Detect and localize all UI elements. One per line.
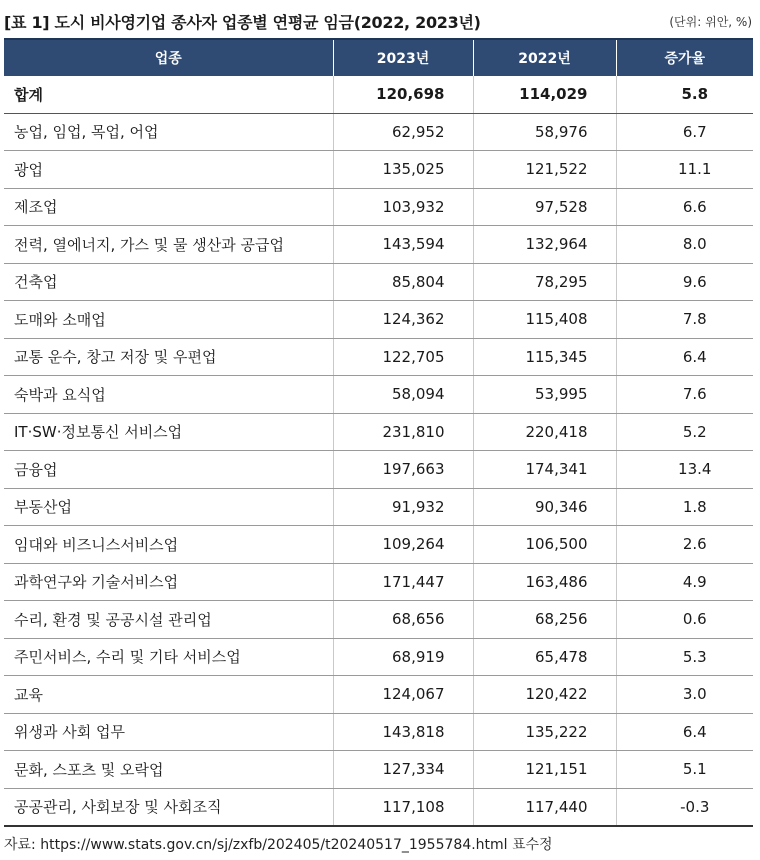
- growth-rate-cell: 3.0: [616, 676, 753, 714]
- value-2023-cell: 120,698: [333, 76, 473, 113]
- value-2023-cell: 103,932: [333, 188, 473, 226]
- table-body: [4, 76, 753, 826]
- industry-cell: 과학연구와 기술서비스업: [4, 563, 333, 601]
- value-2022-cell: 174,341: [473, 451, 616, 489]
- growth-rate-cell: 6.4: [616, 338, 753, 376]
- growth-rate-cell: 13.4: [616, 451, 753, 489]
- table-row: [4, 376, 753, 414]
- table-row: [4, 601, 753, 639]
- value-2022-cell: 135,222: [473, 713, 616, 751]
- value-2023-cell: 143,594: [333, 226, 473, 264]
- growth-rate-cell: 0.6: [616, 601, 753, 639]
- table-row: [4, 488, 753, 526]
- value-2022-cell: 120,422: [473, 676, 616, 714]
- value-2022-cell: 78,295: [473, 263, 616, 301]
- growth-rate-cell: 5.2: [616, 413, 753, 451]
- title-row: [4, 6, 756, 36]
- table-row: [4, 788, 753, 826]
- value-2022-cell: 121,151: [473, 751, 616, 789]
- industry-cell: 교통 운수, 창고 저장 및 우편업: [4, 338, 333, 376]
- growth-rate-cell: 11.1: [616, 151, 753, 189]
- value-2022-cell: 65,478: [473, 638, 616, 676]
- growth-rate-cell: 5.3: [616, 638, 753, 676]
- value-2023-cell: 124,067: [333, 676, 473, 714]
- industry-cell: 수리, 환경 및 공공시설 관리업: [4, 601, 333, 639]
- value-2023-cell: 91,932: [333, 488, 473, 526]
- value-2022-cell: 114,029: [473, 76, 616, 113]
- industry-cell: 공공관리, 사회보장 및 사회조직: [4, 788, 333, 826]
- value-2022-cell: 163,486: [473, 563, 616, 601]
- table-row: [4, 713, 753, 751]
- value-2023-cell: 197,663: [333, 451, 473, 489]
- table-row: [4, 226, 753, 264]
- unit-note: (단위: 위안, %): [669, 14, 752, 29]
- growth-rate-cell: 5.8: [616, 76, 753, 113]
- industry-cell: 건축업: [4, 263, 333, 301]
- wage-table: [4, 38, 753, 827]
- industry-cell: 광업: [4, 151, 333, 189]
- industry-cell: 위생과 사회 업무: [4, 713, 333, 751]
- growth-rate-cell: 1.8: [616, 488, 753, 526]
- value-2023-cell: 231,810: [333, 413, 473, 451]
- growth-rate-cell: 4.9: [616, 563, 753, 601]
- growth-rate-cell: -0.3: [616, 788, 753, 826]
- value-2022-cell: 106,500: [473, 526, 616, 564]
- value-2023-cell: 143,818: [333, 713, 473, 751]
- table-row: [4, 526, 753, 564]
- table-row: [4, 451, 753, 489]
- source-note: 자료: https://www.stats.gov.cn/sj/zxfb/202405/t20240517_1955784.html 표수정: [4, 837, 553, 853]
- industry-cell: 문화, 스포츠 및 오락업: [4, 751, 333, 789]
- growth-rate-cell: 7.6: [616, 376, 753, 414]
- table-row: [4, 413, 753, 451]
- total-row: [4, 76, 753, 113]
- table-title: [표 1] 도시 비사영기업 종사자 업종별 연평균 임금(2022, 2023년): [4, 12, 481, 32]
- growth-rate-cell: 9.6: [616, 263, 753, 301]
- growth-rate-cell: 8.0: [616, 226, 753, 264]
- industry-cell: 제조업: [4, 188, 333, 226]
- industry-cell: 부동산업: [4, 488, 333, 526]
- value-2022-cell: 115,345: [473, 338, 616, 376]
- value-2023-cell: 117,108: [333, 788, 473, 826]
- table-row: [4, 188, 753, 226]
- value-2023-cell: 171,447: [333, 563, 473, 601]
- table-row: [4, 751, 753, 789]
- value-2023-cell: 124,362: [333, 301, 473, 339]
- industry-cell: IT·SW·정보통신 서비스업: [4, 413, 333, 451]
- value-2023-cell: 62,952: [333, 113, 473, 151]
- table-row: [4, 338, 753, 376]
- value-2022-cell: 68,256: [473, 601, 616, 639]
- table-row: [4, 638, 753, 676]
- industry-cell: 합계: [4, 76, 333, 113]
- value-2022-cell: 115,408: [473, 301, 616, 339]
- table-row: [4, 151, 753, 189]
- growth-rate-cell: 6.7: [616, 113, 753, 151]
- table-row: [4, 263, 753, 301]
- value-2023-cell: 135,025: [333, 151, 473, 189]
- growth-rate-cell: 5.1: [616, 751, 753, 789]
- industry-cell: 주민서비스, 수리 및 기타 서비스업: [4, 638, 333, 676]
- industry-cell: 임대와 비즈니스서비스업: [4, 526, 333, 564]
- value-2022-cell: 97,528: [473, 188, 616, 226]
- value-2023-cell: 127,334: [333, 751, 473, 789]
- value-2023-cell: 68,919: [333, 638, 473, 676]
- value-2023-cell: 68,656: [333, 601, 473, 639]
- value-2023-cell: 109,264: [333, 526, 473, 564]
- growth-rate-cell: 6.6: [616, 188, 753, 226]
- value-2022-cell: 53,995: [473, 376, 616, 414]
- value-2022-cell: 90,346: [473, 488, 616, 526]
- industry-cell: 도매와 소매업: [4, 301, 333, 339]
- table-row: [4, 676, 753, 714]
- industry-cell: 교육: [4, 676, 333, 714]
- table-row: [4, 301, 753, 339]
- value-2023-cell: 122,705: [333, 338, 473, 376]
- industry-cell: 금융업: [4, 451, 333, 489]
- table-row: [4, 113, 753, 151]
- header-growth: 증가율: [616, 39, 753, 76]
- table-row: [4, 563, 753, 601]
- header-2023: 2023년: [333, 39, 473, 76]
- value-2022-cell: 58,976: [473, 113, 616, 151]
- growth-rate-cell: 2.6: [616, 526, 753, 564]
- industry-cell: 숙박과 요식업: [4, 376, 333, 414]
- growth-rate-cell: 6.4: [616, 713, 753, 751]
- industry-cell: 농업, 임업, 목업, 어업: [4, 113, 333, 151]
- value-2022-cell: 121,522: [473, 151, 616, 189]
- industry-cell: 전력, 열에너지, 가스 및 물 생산과 공급업: [4, 226, 333, 264]
- value-2023-cell: 58,094: [333, 376, 473, 414]
- growth-rate-cell: 7.8: [616, 301, 753, 339]
- header-industry: 업종: [4, 39, 333, 76]
- value-2023-cell: 85,804: [333, 263, 473, 301]
- header-2022: 2022년: [473, 39, 616, 76]
- value-2022-cell: 220,418: [473, 413, 616, 451]
- table-header: [4, 39, 753, 76]
- value-2022-cell: 117,440: [473, 788, 616, 826]
- value-2022-cell: 132,964: [473, 226, 616, 264]
